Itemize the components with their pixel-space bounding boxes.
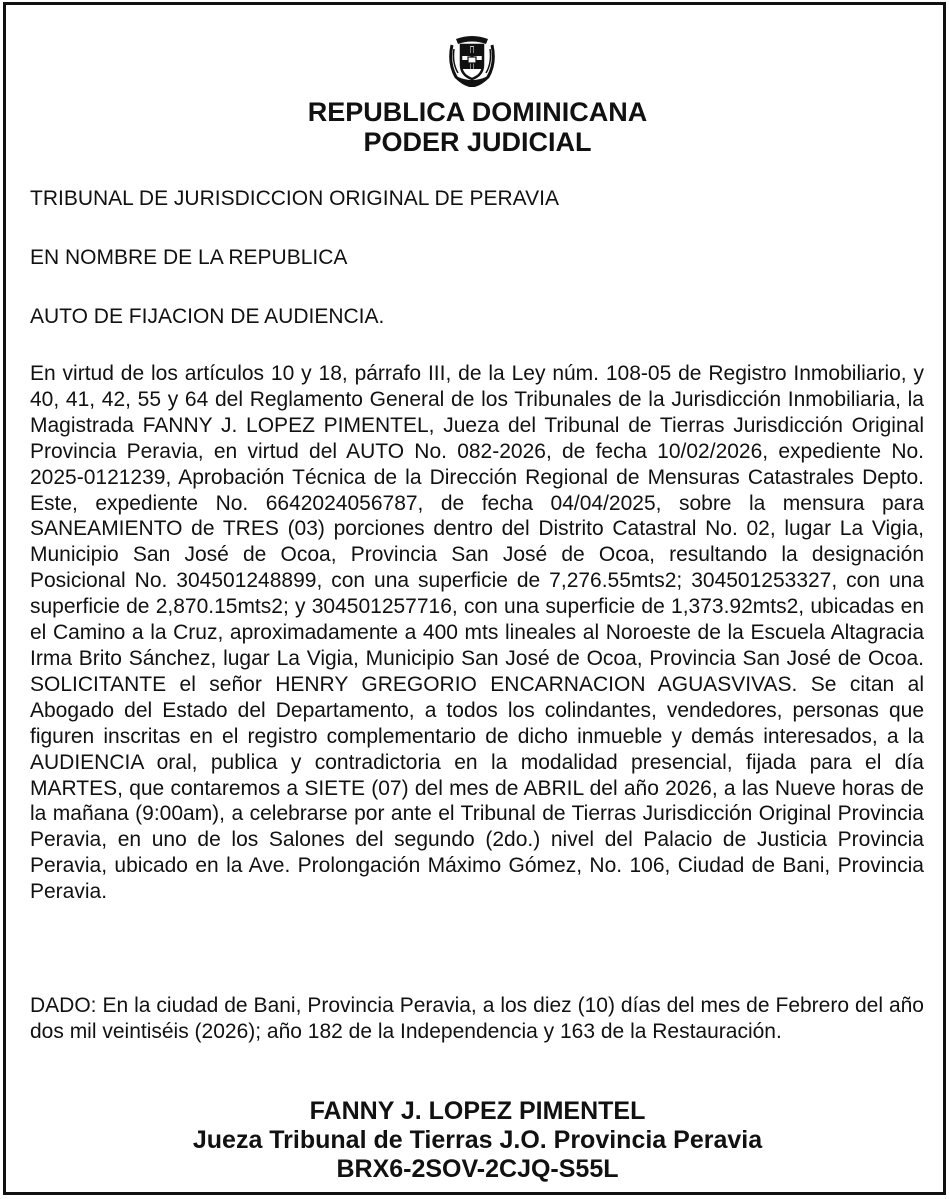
signer-name: FANNY J. LOPEZ PIMENTEL: [309, 1097, 646, 1125]
institution-heading: PODER JUDICIAL: [363, 127, 592, 157]
country-heading: REPUBLICA DOMINICANA: [307, 97, 648, 127]
document-code: BRX6-2SOV-2CJQ-S55L: [336, 1155, 619, 1183]
tribunal-line: TRIBUNAL DE JURISDICCION ORIGINAL DE PERAVIA: [30, 187, 559, 210]
notice-frame: [3, 2, 946, 1195]
in-name-line: EN NOMBRE DE LA REPUBLICA: [30, 246, 348, 269]
dado-paragraph: DADO: En la ciudad de Bani, Provincia Peravia, a los diez (10) días del mes de Febrero del año dos mil veintiséis (2026); año 182 de la Independencia y 163 de la Restauración.: [30, 994, 924, 1043]
main-paragraph: En virtud de los artículos 10 y 18, párrafo III, de la Ley núm. 108-05 de Registro Inmobiliario, y 40, 41, 42, 55 y 64 del Reglamento General de los Tribunales de la Jurisdicción Inmobiliaria, la Magistrada FANNY J. LOPEZ PIMENTEL, Jueza del Tribunal de Tierras Jurisdicción Original Provincia Peravia, en virtud del AUTO No. 082-2026, de fecha 10/02/2026, expediente No. 2025-0121239, Aprobación Técnica de la Dirección Regional de Mensuras Catastrales Depto. Este, expediente No. 6642024056787, de fecha 04/04/2025, sobre la mensura para SANEAMIENTO de TRES (03) porciones dentro del Distrito Catastral No. 02, lugar La Vigia, Municipio San José de Ocoa, Provincia San José de Ocoa, resultando la designación Posicional No. 304501248899, con una superficie de 7,276.55mts2; 304501253327, con una superficie de 2,870.15mts2; y 304501257716, con una superficie de 1,373.92mts2, ubicadas en el Camino a la Cruz, aproximadamente a 400 mts lineales al Noroeste de la Escuela Altagracia Irma Brito Sánchez, lugar La Vigia, Municipio San José de Ocoa, Provincia San José de Ocoa. SOLICITANTE el señor HENRY GREGORIO ENCARNACION AGUASVIVAS. Se citan al Abogado del Estado del Departamento, a todos los colindantes, vendedores, personas que figuren inscritas en el registro complementario de dicho inmueble y demás interesados, a la AUDIENCIA oral, publica y contradictoria en la modalidad presencial, fijada para el día MARTES, que contaremos a SIETE (07) del mes de ABRIL del año 2026, a las Nueve horas de la mañana (9:00am), a celebrarse por ante el Tribunal de Tierras Jurisdicción Original Provincia Peravia, en uno de los Salones del segundo (2do.) nivel del Palacio de Justicia Provincia Peravia, ubicado en la Ave. Prolongación Máximo Gómez, No. 106, Ciudad de Bani, Provincia Peravia.: [30, 362, 924, 904]
document-header: [6, 97, 949, 157]
signature-block: [6, 1097, 949, 1184]
coat-of-arms-icon: [446, 33, 498, 87]
auto-title: AUTO DE FIJACION DE AUDIENCIA.: [30, 305, 385, 328]
signer-title: Jueza Tribunal de Tierras J.O. Provincia Peravia: [192, 1126, 763, 1154]
